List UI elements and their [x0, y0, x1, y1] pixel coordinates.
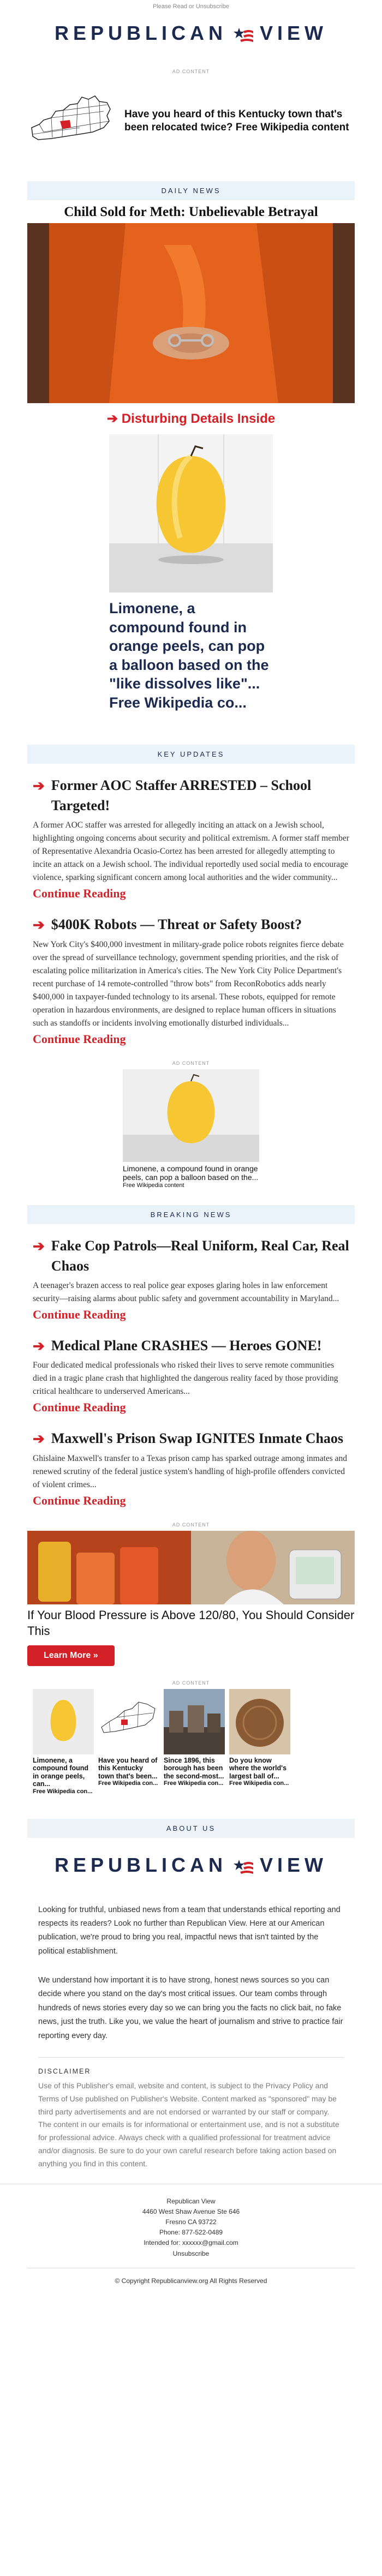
daily-headline[interactable]: Child Sold for Meth: Unbelievable Betrayal — [64, 205, 318, 219]
ad-grid-text[interactable]: Do you know where the world's largest ball of... — [229, 1757, 287, 1780]
disclaimer-text: Use of this Publisher's email, website and content, is subject to the Privacy Policy and Terms of Use published on Publisher's Website. Content marked as "sponsored" may be third party advertisements and are not endorsed or warranted by our staff or company. The content in our emails is for informational or entertainment use, and is not a substitute for professional advice. Always check with a qualified professional for treatment advice and/or diagnosis. Be sure to do your own careful research before taking action based on anything you find in this content. — [38, 2081, 339, 2168]
ad-kentucky[interactable] — [0, 77, 382, 165]
kentucky-map-image[interactable] — [98, 1689, 159, 1754]
preheader-link[interactable]: Please Read or Unsubscribe — [152, 3, 230, 10]
disclaimer-label: DISCLAIMER — [38, 2067, 91, 2075]
arrow-right-icon: ➔ — [33, 1338, 45, 1355]
story-aoc — [0, 776, 382, 901]
continue-reading-link[interactable]: Continue Reading — [33, 1493, 126, 1507]
ad-grid-source: Free Wikipedia con... — [164, 1780, 224, 1787]
balloon-image[interactable] — [33, 1689, 94, 1754]
story-body: A former AOC staffer was arrested for allegedly inciting an attack on a Jewish school, highlighting ongoing concerns about security and political extremism. A former staff member of Representative Alexandria Ocasio-Cortez has been arrested for allegedly attempting to incite an attack on a Jewish school. The individual reportedly used social media to encourage violence, sparking significant concern among local authorities and the wider community... — [33, 820, 349, 883]
logo-right-text: VIEW — [260, 1853, 328, 1876]
story-body: A teenager's brazen access to real police gear exposes glaring holes in law enforcement security—raising alarms about public safety and government accountability in Maryland... — [33, 1281, 339, 1304]
ad-grid-text[interactable]: Since 1896, this borough has been the second-most... — [164, 1757, 224, 1780]
footer-intended: Intended for: xxxxxx@gmail.com — [144, 2239, 238, 2247]
ad-grid-source: Free Wikipedia con... — [98, 1780, 158, 1787]
daily-hero-image[interactable] — [27, 223, 355, 403]
balloon-image[interactable] — [109, 434, 273, 592]
breaking-news-label: BREAKING NEWS — [27, 1205, 355, 1224]
copyright: © Copyright Republicanview.org All Rights Reserved — [115, 2277, 267, 2285]
ad-limonene-mid[interactable] — [123, 1069, 259, 1189]
ad-grid-item[interactable] — [98, 1689, 159, 1795]
flag-star-icon — [232, 25, 254, 41]
ad-content-label: AD CONTENT — [172, 1680, 210, 1686]
ad-grid-source: Free Wikipedia con... — [229, 1780, 289, 1787]
footer-phone: Phone: 877-522-0489 — [159, 2228, 223, 2237]
blood-pressure-image[interactable] — [27, 1531, 355, 1604]
logo-right-text: VIEW — [260, 22, 328, 44]
about-paragraph: We understand how important it is to have strong, honest news sources so you can decide where you stand on the day's most critical issues. Our team combs through hundreds of news stories every day so we can bring you the facts no click bait, no fake news, just the truth. Like you, we value the heart of journalism and strive to practice fair reporting every day. — [38, 1976, 343, 2040]
promo-text[interactable]: Limonene, a compound found in orange peels, can pop a balloon based on the "like dissolves like"... Free Wikipedia co... — [109, 600, 269, 711]
story-maxwell — [0, 1429, 382, 1507]
arrow-right-icon: ➔ — [33, 1238, 45, 1255]
story-fake-cop — [0, 1236, 382, 1322]
story-body: Ghislaine Maxwell's transfer to a Texas prison camp has sparked outrage among inmates and renewed scrutiny of the federal justice system's handling of high-profile offenders convicted of violent crimes... — [33, 1453, 348, 1489]
ad-content-label: AD CONTENT — [172, 69, 210, 74]
story-body: Four dedicated medical professionals who risked their lives to serve remote communities died in a tragic plane crash that highlighted the dangerous reality faced by those providing critical healthcare to underserved Americans... — [33, 1361, 338, 1397]
story-title[interactable]: Former AOC Staffer ARRESTED – School Targeted! — [51, 777, 312, 813]
logo-left-text: REPUBLICAN — [54, 22, 227, 44]
arrow-right-icon: ➔ — [33, 1430, 45, 1447]
story-title[interactable]: Maxwell's Prison Swap IGNITES Inmate Chaos — [51, 1430, 344, 1447]
ad-grid-source: Free Wikipedia con... — [33, 1788, 93, 1795]
story-title[interactable]: Fake Cop Patrols—Real Uniform, Real Car, Real Chaos — [51, 1238, 349, 1274]
ad-blood-pressure[interactable] — [27, 1531, 355, 1666]
ad-grid-text[interactable]: Limonene, a compound found in orange peels, can... — [33, 1757, 89, 1788]
daily-cta-link[interactable]: ➔ Disturbing Details Inside — [106, 411, 276, 426]
footer-address1: 4460 West Shaw Avenue Ste 646 — [142, 2207, 240, 2215]
balloon-image[interactable] — [123, 1069, 259, 1162]
continue-reading-link[interactable]: Continue Reading — [33, 886, 126, 901]
story-medical-plane — [0, 1336, 382, 1415]
ad-grid-text[interactable]: Have you heard of this Kentucky town that's been... — [98, 1757, 158, 1780]
kentucky-map-image[interactable] — [27, 77, 115, 165]
learn-more-button[interactable]: Learn More » — [27, 1645, 115, 1666]
story-body: New York City's $400,000 investment in military-grade police robots reignites fierce debate over the spread of surveillance technology, government spending priorities, and the risk of escalating police militarization in America's cities. The New York City Police Department's recent purchase of 14 remote-controlled "throw bots" from ReconRobotics adds nearly $400,000 in taxpayer-funded technology to its arsenal. These robots, equipped for remote operation in hazardous environments, are designed to replace human officers in situations such as standoffs or incidents involving emotionally disturbed individuals... — [33, 939, 344, 1028]
unsubscribe-link[interactable]: Unsubscribe — [172, 2249, 210, 2257]
arrow-right-icon: ➔ — [33, 777, 45, 794]
ad-mid-source: Free Wikipedia content — [123, 1182, 184, 1189]
daily-news-label: DAILY NEWS — [27, 181, 355, 200]
story-title[interactable]: Medical Plane CRASHES — Heroes GONE! — [51, 1338, 322, 1354]
ad-grid-item[interactable] — [229, 1689, 290, 1795]
footer-address2: Fresno CA 93722 — [165, 2218, 217, 2226]
story-robots — [0, 915, 382, 1046]
promo-limonene[interactable] — [109, 434, 273, 712]
about-us-label: ABOUT US — [27, 1819, 355, 1838]
footer-logo[interactable] — [0, 1843, 382, 1887]
key-updates-label: KEY UPDATES — [27, 745, 355, 764]
ad-bp-headline[interactable]: If Your Blood Pressure is Above 120/80, You Should Consider This — [27, 1608, 355, 1638]
continue-reading-link[interactable]: Continue Reading — [33, 1308, 126, 1322]
borough-image[interactable] — [164, 1689, 225, 1754]
ad-content-label: AD CONTENT — [172, 1060, 210, 1066]
ad-grid-item[interactable] — [33, 1689, 94, 1795]
about-paragraph: Looking for truthful, unbiased news from a team that understands ethical reporting and respects its readers? Look no further than Republican View. Here at our American publication, we're proud to bring you real, impactful news that isn't tainted by the political establishment. — [38, 1905, 341, 1956]
continue-reading-link[interactable]: Continue Reading — [33, 1032, 126, 1046]
continue-reading-link[interactable]: Continue Reading — [33, 1400, 126, 1415]
ad-grid — [0, 1689, 382, 1795]
footer-name: Republican View — [166, 2197, 216, 2205]
ad-grid-item[interactable] — [164, 1689, 225, 1795]
ad-mid-text[interactable]: Limonene, a compound found in orange peels, can pop a balloon based on the... — [123, 1164, 259, 1182]
masthead-logo[interactable] — [0, 14, 382, 52]
twine-ball-image[interactable] — [229, 1689, 290, 1754]
arrow-right-icon: ➔ — [33, 916, 45, 933]
flag-star-icon — [232, 1857, 254, 1873]
story-title[interactable]: $400K Robots — Threat or Safety Boost? — [51, 916, 302, 933]
logo-left-text: REPUBLICAN — [54, 1853, 227, 1876]
ad-content-label: AD CONTENT — [172, 1521, 210, 1527]
ad-kentucky-text[interactable]: Have you heard of this Kentucky town that's been relocated twice? Free Wikipedia content — [124, 109, 349, 133]
footer — [0, 2196, 382, 2259]
